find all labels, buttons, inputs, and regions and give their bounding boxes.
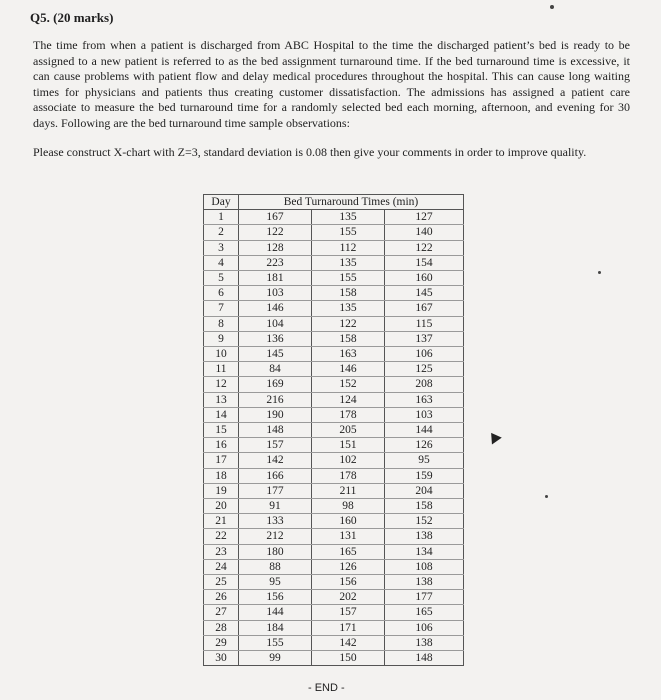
day-cell: 25 <box>204 575 239 590</box>
turnaround-time-cell: 103 <box>239 286 312 301</box>
turnaround-time-cell: 165 <box>312 544 385 559</box>
stray-dot <box>598 271 601 274</box>
turnaround-time-cell: 181 <box>239 271 312 286</box>
turnaround-time-cell: 126 <box>385 438 464 453</box>
table-row <box>204 316 464 331</box>
table-row <box>204 651 464 666</box>
day-cell: 3 <box>204 240 239 255</box>
table-row <box>204 423 464 438</box>
turnaround-time-cell: 106 <box>385 347 464 362</box>
turnaround-time-cell: 115 <box>385 316 464 331</box>
turnaround-time-cell: 144 <box>239 605 312 620</box>
table-row <box>204 377 464 392</box>
day-cell: 5 <box>204 271 239 286</box>
turnaround-time-cell: 95 <box>239 575 312 590</box>
turnaround-time-cell: 103 <box>385 407 464 422</box>
pointer-cursor-icon <box>486 429 502 444</box>
table-row <box>204 240 464 255</box>
turnaround-time-cell: 126 <box>312 559 385 574</box>
turnaround-time-cell: 142 <box>239 453 312 468</box>
stray-dot <box>545 495 548 498</box>
turnaround-time-cell: 178 <box>312 407 385 422</box>
turnaround-time-cell: 95 <box>385 453 464 468</box>
turnaround-time-cell: 204 <box>385 483 464 498</box>
turnaround-time-cell: 152 <box>385 514 464 529</box>
turnaround-time-cell: 157 <box>239 438 312 453</box>
table-row <box>204 544 464 559</box>
turnaround-time-cell: 106 <box>385 620 464 635</box>
table-row <box>204 559 464 574</box>
table-body <box>204 210 464 666</box>
table-row <box>204 514 464 529</box>
table-row <box>204 347 464 362</box>
day-cell: 8 <box>204 316 239 331</box>
turnaround-time-cell: 98 <box>312 499 385 514</box>
turnaround-time-cell: 135 <box>312 255 385 270</box>
turnaround-time-cell: 160 <box>385 271 464 286</box>
turnaround-time-cell: 138 <box>385 635 464 650</box>
day-cell: 15 <box>204 423 239 438</box>
turnaround-time-cell: 160 <box>312 514 385 529</box>
table-row <box>204 331 464 346</box>
day-cell: 24 <box>204 559 239 574</box>
turnaround-time-cell: 112 <box>312 240 385 255</box>
end-marker: - END - <box>308 682 345 694</box>
stray-dot <box>550 5 554 9</box>
day-cell: 18 <box>204 468 239 483</box>
turnaround-time-cell: 154 <box>385 255 464 270</box>
turnaround-time-cell: 133 <box>239 514 312 529</box>
turnaround-time-cell: 171 <box>312 620 385 635</box>
turnaround-time-cell: 223 <box>239 255 312 270</box>
turnaround-time-cell: 184 <box>239 620 312 635</box>
turnaround-time-cell: 169 <box>239 377 312 392</box>
times-column-header: Bed Turnaround Times (min) <box>239 195 464 210</box>
day-cell: 30 <box>204 651 239 666</box>
day-cell: 20 <box>204 499 239 514</box>
table-row <box>204 590 464 605</box>
turnaround-time-cell: 211 <box>312 483 385 498</box>
turnaround-time-cell: 150 <box>312 651 385 666</box>
turnaround-time-cell: 122 <box>385 240 464 255</box>
turnaround-time-cell: 155 <box>239 635 312 650</box>
turnaround-time-cell: 134 <box>385 544 464 559</box>
turnaround-time-cell: 84 <box>239 362 312 377</box>
turnaround-time-cell: 190 <box>239 407 312 422</box>
turnaround-time-cell: 125 <box>385 362 464 377</box>
day-cell: 22 <box>204 529 239 544</box>
day-cell: 1 <box>204 210 239 225</box>
table-row <box>204 499 464 514</box>
question-title: Q5. (20 marks) <box>30 10 114 25</box>
table-row <box>204 301 464 316</box>
table-row <box>204 286 464 301</box>
turnaround-time-cell: 166 <box>239 468 312 483</box>
table-header-row <box>204 195 464 210</box>
question-body: The time from when a patient is discharged from ABC Hospital to the time the discharged patient’s bed is ready to be assigned to a new patient is referred to as the bed assignment turnaround time. If the bed turnaround time is excessive, it can cause problems with patient flow and delay medical procedures throughout the hospital. This can cause long waiting times for physicians and patients thus creating customer dissatisfaction. The admissions has assigned a patient care associate to measure the bed turnaround time for a randomly selected bed each morning, afternoon, and evening for 30 days. Following are the bed turnaround time sample observations: <box>33 38 630 130</box>
table-row <box>204 362 464 377</box>
turnaround-time-cell: 144 <box>385 423 464 438</box>
day-cell: 17 <box>204 453 239 468</box>
day-cell: 13 <box>204 392 239 407</box>
turnaround-time-cell: 178 <box>312 468 385 483</box>
turnaround-time-cell: 136 <box>239 331 312 346</box>
bed-turnaround-table <box>203 194 464 666</box>
day-cell: 7 <box>204 301 239 316</box>
turnaround-time-cell: 148 <box>239 423 312 438</box>
table-row <box>204 529 464 544</box>
table-row <box>204 483 464 498</box>
turnaround-time-cell: 157 <box>312 605 385 620</box>
turnaround-time-cell: 108 <box>385 559 464 574</box>
turnaround-time-cell: 156 <box>239 590 312 605</box>
table-row <box>204 605 464 620</box>
turnaround-time-cell: 180 <box>239 544 312 559</box>
turnaround-time-cell: 167 <box>239 210 312 225</box>
day-cell: 6 <box>204 286 239 301</box>
turnaround-time-cell: 99 <box>239 651 312 666</box>
day-cell: 9 <box>204 331 239 346</box>
turnaround-time-cell: 151 <box>312 438 385 453</box>
day-cell: 27 <box>204 605 239 620</box>
day-cell: 26 <box>204 590 239 605</box>
table-row <box>204 225 464 240</box>
turnaround-time-cell: 102 <box>312 453 385 468</box>
turnaround-time-cell: 216 <box>239 392 312 407</box>
turnaround-time-cell: 163 <box>312 347 385 362</box>
table-row <box>204 392 464 407</box>
turnaround-time-cell: 177 <box>239 483 312 498</box>
day-cell: 4 <box>204 255 239 270</box>
day-cell: 2 <box>204 225 239 240</box>
day-cell: 19 <box>204 483 239 498</box>
turnaround-time-cell: 91 <box>239 499 312 514</box>
question-instruction: Please construct X-chart with Z=3, standard deviation is 0.08 then give your comments in order to improve quality. <box>33 145 587 159</box>
turnaround-time-cell: 152 <box>312 377 385 392</box>
turnaround-time-cell: 156 <box>312 575 385 590</box>
turnaround-time-cell: 167 <box>385 301 464 316</box>
day-cell: 16 <box>204 438 239 453</box>
turnaround-time-cell: 135 <box>312 301 385 316</box>
day-cell: 10 <box>204 347 239 362</box>
turnaround-time-cell: 104 <box>239 316 312 331</box>
turnaround-time-cell: 88 <box>239 559 312 574</box>
table-row <box>204 271 464 286</box>
table-row <box>204 407 464 422</box>
turnaround-time-cell: 146 <box>239 301 312 316</box>
table-row <box>204 210 464 225</box>
turnaround-time-cell: 205 <box>312 423 385 438</box>
turnaround-time-cell: 163 <box>385 392 464 407</box>
turnaround-time-cell: 158 <box>385 499 464 514</box>
turnaround-time-cell: 202 <box>312 590 385 605</box>
turnaround-time-cell: 122 <box>312 316 385 331</box>
turnaround-time-cell: 145 <box>239 347 312 362</box>
day-cell: 11 <box>204 362 239 377</box>
day-cell: 29 <box>204 635 239 650</box>
day-cell: 28 <box>204 620 239 635</box>
day-column-header: Day <box>204 195 239 210</box>
turnaround-time-cell: 145 <box>385 286 464 301</box>
table-row <box>204 453 464 468</box>
table-row <box>204 620 464 635</box>
table-row <box>204 468 464 483</box>
turnaround-time-cell: 127 <box>385 210 464 225</box>
turnaround-time-cell: 135 <box>312 210 385 225</box>
turnaround-time-cell: 140 <box>385 225 464 240</box>
turnaround-time-cell: 137 <box>385 331 464 346</box>
turnaround-time-cell: 177 <box>385 590 464 605</box>
turnaround-time-cell: 128 <box>239 240 312 255</box>
turnaround-time-cell: 208 <box>385 377 464 392</box>
table-row <box>204 438 464 453</box>
turnaround-time-cell: 155 <box>312 271 385 286</box>
turnaround-time-cell: 124 <box>312 392 385 407</box>
table-row <box>204 255 464 270</box>
turnaround-time-cell: 155 <box>312 225 385 240</box>
table-row <box>204 635 464 650</box>
day-cell: 14 <box>204 407 239 422</box>
turnaround-time-cell: 158 <box>312 286 385 301</box>
turnaround-time-cell: 165 <box>385 605 464 620</box>
turnaround-time-cell: 138 <box>385 575 464 590</box>
turnaround-time-cell: 158 <box>312 331 385 346</box>
turnaround-time-cell: 148 <box>385 651 464 666</box>
turnaround-time-cell: 146 <box>312 362 385 377</box>
table-row <box>204 575 464 590</box>
day-cell: 21 <box>204 514 239 529</box>
turnaround-time-cell: 122 <box>239 225 312 240</box>
turnaround-time-cell: 138 <box>385 529 464 544</box>
turnaround-time-cell: 131 <box>312 529 385 544</box>
day-cell: 12 <box>204 377 239 392</box>
turnaround-time-cell: 212 <box>239 529 312 544</box>
day-cell: 23 <box>204 544 239 559</box>
turnaround-time-cell: 159 <box>385 468 464 483</box>
turnaround-time-cell: 142 <box>312 635 385 650</box>
